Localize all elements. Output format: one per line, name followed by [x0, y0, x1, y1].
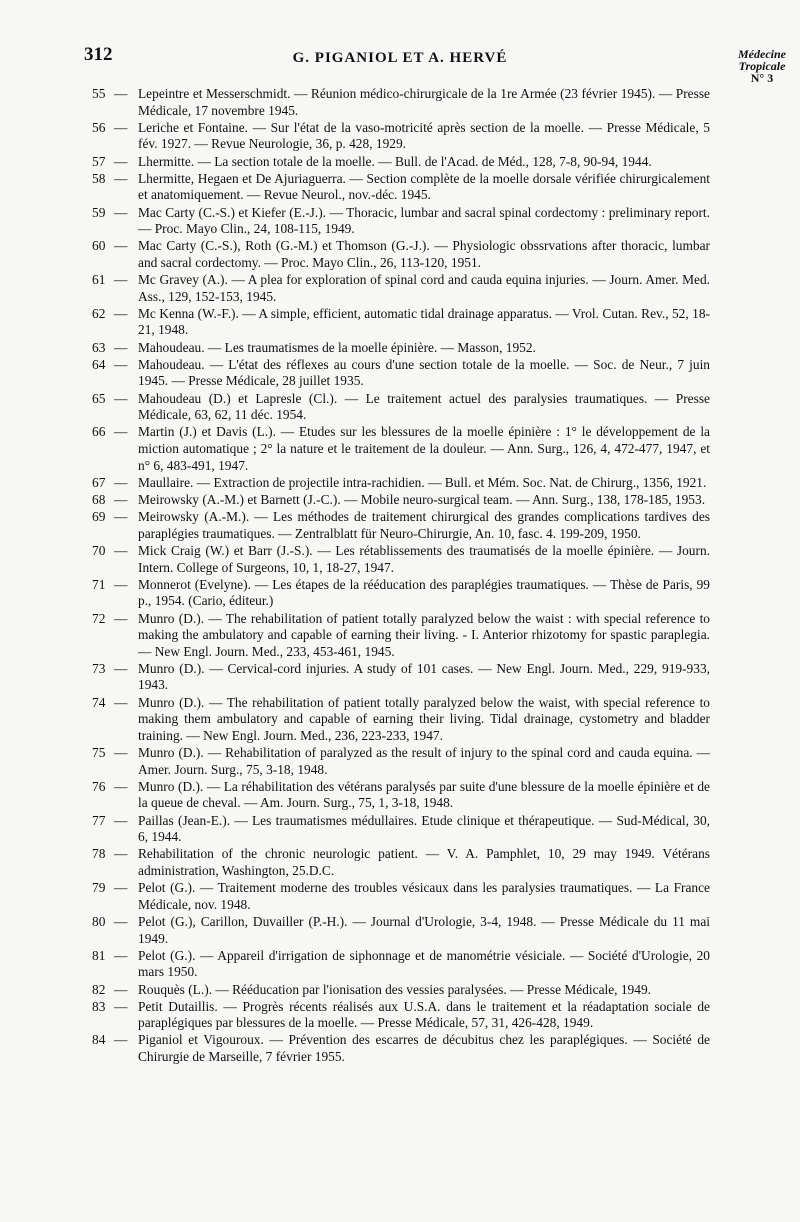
reference-dash: —: [114, 998, 128, 1014]
reference-number: 78: [92, 846, 106, 862]
reference-text: Mac Carty (C.-S.), Roth (G.-M.) et Thomson (G.-J.). — Physiologic obssrvations after thoracic, lumbar and sacral cordectomy. — Proc. Mayo Clin., 26, 113-120, 1951.: [138, 238, 710, 270]
reference-entry: [92, 982, 710, 999]
journal-tag: [738, 48, 786, 84]
reference-number: 71: [92, 576, 106, 592]
reference-text: Lhermitte, Hegaen et De Ajuriaguerra. — Section complète de la moelle dorsale vérifiée chirurgicalement et anatomiquement. — Revue Neurol., nov.-déc. 1945.: [138, 170, 710, 203]
reference-entry: [92, 509, 710, 542]
reference-dash: —: [114, 153, 128, 169]
reference-dash: —: [114, 778, 128, 794]
reference-entry: [92, 357, 710, 390]
reference-entry: [92, 272, 710, 305]
reference-text: Meirowsky (A.-M.). — Les méthodes de traitement chirurgical des grandes complications tardives des paraplégies traumatiques. — Zentralblatt für Neuro-Chirurgie, An. 10, fasc. 4. 199-209, 1950.: [138, 509, 710, 541]
journal-name-line-2: Tropicale: [738, 59, 786, 73]
reference-dash: —: [114, 880, 128, 896]
reference-number: 76: [92, 778, 106, 794]
reference-dash: —: [114, 947, 128, 963]
reference-number: 59: [92, 204, 106, 220]
reference-text: Paillas (Jean-E.). — Les traumatismes médullaires. Etude clinique et thérapeutique. — Sud-Médical, 30, 6, 1944.: [138, 812, 710, 845]
reference-entry: [92, 846, 710, 879]
reference-dash: —: [114, 694, 128, 710]
reference-dash: —: [114, 610, 128, 626]
reference-text: Munro (D.). — Rehabilitation of paralyzed as the result of injury to the spinal cord and cauda equina. — Amer. Journ. Surg., 75, 3-18, 1948.: [138, 745, 710, 777]
page-number: 312: [84, 44, 113, 65]
reference-entry: [92, 914, 710, 947]
reference-number: 74: [92, 694, 106, 710]
reference-text: Pelot (G.), Carillon, Duvailler (P.-H.). — Journal d'Urologie, 3-4, 1948. — Presse Médicale du 11 mai 1949.: [138, 913, 710, 946]
reference-number: 55: [92, 86, 106, 101]
journal-issue-number: N° 3: [750, 71, 774, 85]
reference-text: Pelot (G.). — Appareil d'irrigation de siphonnage et de manométrie vésiciale. — Société d'Urologie, 20 mars 1950.: [138, 947, 710, 980]
reference-entry: [92, 475, 710, 492]
reference-dash: —: [114, 238, 128, 254]
reference-number: 79: [92, 880, 106, 896]
reference-entry: [92, 577, 710, 610]
reference-entry: [92, 779, 710, 812]
reference-entry: [92, 999, 710, 1032]
reference-entry: [92, 340, 710, 357]
reference-entry: [92, 661, 710, 694]
reference-text: Mc Kenna (W.-F.). — A simple, efficient, automatic tidal drainage apparatus. — Vrol. Cutan. Rev., 52, 18-21, 1948.: [138, 305, 710, 338]
reference-number: 70: [92, 542, 106, 558]
reference-text: Lepeintre et Messerschmidt. — Réunion médico-chirurgicale de la 1re Armée (23 février 1945). — Presse Médicale, 17 novembre 1945.: [138, 86, 710, 118]
reference-text: Mahoudeau. — Les traumatismes de la moelle épinière. — Masson, 1952.: [138, 339, 536, 355]
reference-entry: [92, 813, 710, 846]
reference-text: Mick Craig (W.) et Barr (J.-S.). — Les rétablissements des traumatisés de la moelle épinière. — Journ. Intern. College of Surgeons, 10, 1, 18-27, 1947.: [138, 542, 710, 575]
reference-dash: —: [114, 913, 128, 929]
reference-entry: [92, 1032, 710, 1065]
reference-number: 72: [92, 610, 106, 626]
reference-entry: [92, 611, 710, 661]
reference-entry: [92, 306, 710, 339]
reference-dash: —: [114, 576, 128, 592]
reference-dash: —: [114, 305, 128, 321]
reference-entry: [92, 492, 710, 509]
reference-dash: —: [114, 204, 128, 220]
reference-number: 67: [92, 474, 106, 490]
reference-dash: —: [114, 272, 128, 288]
reference-text: Rehabilitation of the chronic neurologic patient. — V. A. Pamphlet, 10, 29 may 1949. Vétérans administration, Washington, 25.D.C.: [138, 846, 710, 878]
reference-number: 64: [92, 356, 106, 372]
reference-dash: —: [114, 1032, 128, 1048]
reference-dash: —: [114, 846, 128, 862]
reference-entry: [92, 86, 710, 119]
reference-number: 73: [92, 660, 106, 676]
reference-dash: —: [114, 86, 128, 101]
reference-text: Monnerot (Evelyne). — Les étapes de la rééducation des paraplégies traumatiques. — Thèse de Paris, 99 p., 1954. (Cario, éditeur.): [138, 576, 710, 609]
reference-dash: —: [114, 356, 128, 372]
reference-dash: —: [114, 491, 128, 507]
reference-text: Petit Dutaillis. — Progrès récents réalisés aux U.S.A. dans le traitement et la réadaptation sociale de paraplégiques par blessures de la moelle. — Presse Médicale, 57, 31, 426-428, 1949.: [138, 998, 710, 1031]
reference-number: 82: [92, 981, 106, 997]
reference-number: 68: [92, 491, 106, 507]
reference-entry: [92, 880, 710, 913]
running-head: G. PIGANIOL ET A. HERVÉ: [292, 50, 508, 66]
reference-dash: —: [114, 119, 128, 135]
reference-dash: —: [114, 981, 128, 997]
reference-entry: [92, 238, 710, 271]
reference-text: Mc Gravey (A.). — A plea for exploration of spinal cord and cauda equina injuries. — Journ. Amer. Med. Ass., 129, 152-153, 1945.: [138, 272, 710, 304]
reference-dash: —: [114, 474, 128, 490]
reference-text: Maullaire. — Extraction de projectile intra-rachidien. — Bull. et Mém. Soc. Nat. de Chirurg., 1356, 1921.: [138, 474, 707, 490]
journal-name-line-1: Médecine: [738, 47, 786, 61]
reference-number: 63: [92, 339, 106, 355]
reference-text: Rouquès (L.). — Rééducation par l'ionisation des vessies paralysées. — Presse Médicale, 1949.: [138, 981, 651, 997]
reference-entry: [92, 205, 710, 238]
reference-number: 56: [92, 119, 106, 135]
reference-entry: [92, 543, 710, 576]
reference-number: 84: [92, 1032, 106, 1048]
reference-number: 75: [92, 745, 106, 761]
reference-entry: [92, 391, 710, 424]
reference-text: Mahoudeau (D.) et Lapresle (Cl.). — Le traitement actuel des paralysies traumatiques. — Presse Médicale, 63, 62, 11 déc. 1954.: [138, 390, 710, 423]
reference-dash: —: [114, 170, 128, 186]
reference-number: 83: [92, 998, 106, 1014]
reference-text: Mac Carty (C.-S.) et Kiefer (E.-J.). — Thoracic, lumbar and sacral spinal cordectomy : preliminary report. — Proc. Mayo Clin., 24, 108-115, 1949.: [138, 204, 710, 237]
reference-text: Munro (D.). — La réhabilitation des vétérans paralysés par suite d'une blessure de la moelle épinière et de la queue de cheval. — Am. Journ. Surg., 75, 1, 3-18, 1948.: [138, 778, 710, 811]
reference-entry: [92, 171, 710, 204]
reference-dash: —: [114, 339, 128, 355]
reference-text: Martin (J.) et Davis (L.). — Etudes sur les blessures de la moelle épinière : 1° le développement de la miction automatique ; 2° la nature et le traitement de la douleur. — Ann. Surg., 126, 4, 472-477, 1947, et n° 6, 483-491, 1947.: [138, 424, 710, 473]
reference-entry: [92, 424, 710, 474]
reference-number: 60: [92, 238, 106, 254]
reference-list: [92, 86, 710, 1066]
reference-text: Munro (D.). — Cervical-cord injuries. A study of 101 cases. — New Engl. Journ. Med., 229, 919-933, 1943.: [138, 660, 710, 693]
reference-dash: —: [114, 812, 128, 828]
reference-dash: —: [114, 745, 128, 761]
reference-number: 80: [92, 913, 106, 929]
reference-dash: —: [114, 390, 128, 406]
reference-entry: [92, 948, 710, 981]
reference-number: 77: [92, 812, 106, 828]
reference-number: 65: [92, 390, 106, 406]
reference-number: 66: [92, 424, 106, 440]
reference-text: Pelot (G.). — Traitement moderne des troubles vésicaux dans les paralysies traumatiques. — La France Médicale, nov. 1948.: [138, 880, 710, 912]
reference-number: 58: [92, 170, 106, 186]
reference-text: Leriche et Fontaine. — Sur l'état de la vaso-motricité après section de la moelle. — Presse Médicale, 5 fév. 1927. — Revue Neurologie, 36, p. 428, 1929.: [138, 119, 710, 152]
reference-text: Piganiol et Vigouroux. — Prévention des escarres de décubitus chez les paraplégiques. — Société de Chirurgie de Marseille, 7 février 1955.: [138, 1032, 710, 1065]
reference-entry: [92, 695, 710, 745]
reference-dash: —: [114, 509, 128, 525]
reference-entry: [92, 154, 710, 171]
reference-text: Mahoudeau. — L'état des réflexes au cours d'une section totale de la moelle. — Soc. de Neur., 7 juin 1945. — Presse Médicale, 28 juillet 1935.: [138, 356, 710, 389]
reference-number: 81: [92, 947, 106, 963]
reference-text: Munro (D.). — The rehabilitation of patient totally paralyzed below the waist, with special reference to making them ambulatory and capable of earning their living. Tidal drainage, cystometry and bladder training. — New Engl. Journ. Med., 236, 223-233, 1947.: [138, 694, 710, 743]
reference-dash: —: [114, 424, 128, 440]
reference-entry: [92, 120, 710, 153]
reference-number: 69: [92, 509, 106, 525]
reference-text: Meirowsky (A.-M.) et Barnett (J.-C.). — Mobile neuro-surgical team. — Ann. Surg., 138, 178-185, 1953.: [138, 491, 706, 507]
reference-text: Munro (D.). — The rehabilitation of patient totally paralyzed below the waist : with special reference to making the ambulatory and capable of earning their living. - I. Anterior rhizotomy for spastic paraplegia. — New Engl. Journ. Med., 233, 453-461, 1945.: [138, 610, 710, 659]
reference-dash: —: [114, 542, 128, 558]
reference-number: 57: [92, 153, 106, 169]
reference-number: 61: [92, 272, 106, 288]
reference-entry: [92, 745, 710, 778]
reference-number: 62: [92, 305, 106, 321]
reference-dash: —: [114, 660, 128, 676]
reference-text: Lhermitte. — La section totale de la moelle. — Bull. de l'Acad. de Méd., 128, 7-8, 90-94, 1944.: [138, 153, 652, 169]
